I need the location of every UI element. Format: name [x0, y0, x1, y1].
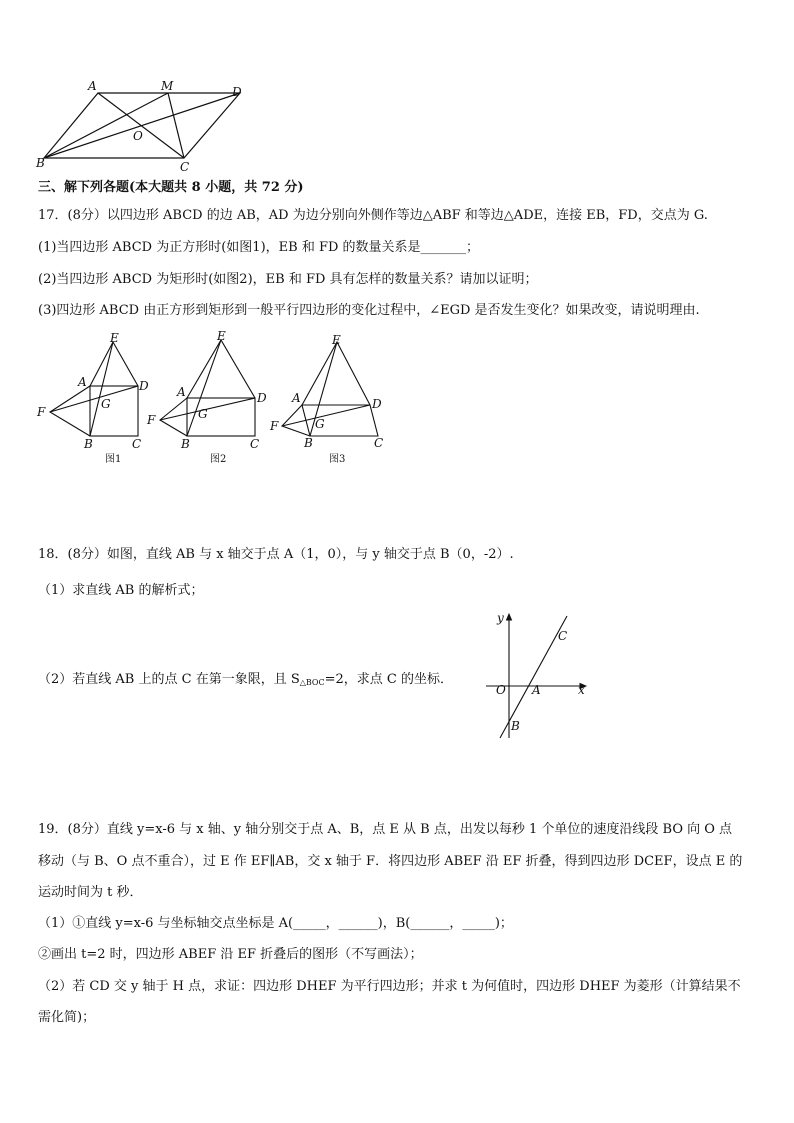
- fig3-label-f: F: [270, 419, 279, 433]
- fig3-label-g: G: [315, 417, 325, 431]
- q19-line3: 运动时间为 t 秒．: [38, 885, 143, 900]
- label-a: A: [88, 79, 97, 93]
- diagonal-bd: [44, 93, 240, 158]
- label-m: M: [161, 79, 174, 93]
- fig3-label-a: A: [292, 391, 301, 405]
- q17-part1: (1)当四边形 ABCD 为正方形时(如图1)，EB 和 FD 的数量关系是_______；: [38, 240, 480, 255]
- fig1-label-d: D: [139, 379, 149, 393]
- axis-label-y: y: [497, 611, 504, 625]
- q19-line1: 19．(8分）直线 y=x-6 与 x 轴、y 轴分别交于点 A、B，点 E 从 B 点，出发以每秒 1 个单位的速度沿线段 BO 向 O 点: [38, 822, 733, 837]
- q18-coordinate-graph: [480, 606, 592, 746]
- q18-part2: [38, 670, 453, 693]
- q18-stem: 18．(8分）如图，直线 AB 与 x 轴交于点 A（1，0），与 y 轴交于点 B（0，-2）.: [38, 547, 514, 562]
- section-heading: 三、解下列各题(本大题共 8 小题，共 72 分): [38, 180, 304, 195]
- fig1-label-g: G: [101, 397, 111, 411]
- fig2-label-d: D: [257, 391, 267, 405]
- q19-part3-line1: （2）若 CD 交 y 轴于 H 点，求证：四边形 DHEF 为平行四边形；并求 t 为何值时，四边形 DHEF 为菱形（计算结果不: [38, 979, 741, 994]
- q17-stem: 17．(8分）以四边形 ABCD 的边 AB，AD 为边分别向外侧作等边△ABF 和等边△ADE，连接 EB，FD，交点为 G.: [38, 208, 708, 223]
- q17-part2: (2)当四边形 ABCD 为矩形时(如图2)，EB 和 FD 具有怎样的数量关系？请加以证明；: [38, 272, 538, 287]
- fig1-label-e: E: [110, 331, 119, 345]
- q18-part2-text: （2）若直线 AB 上的点 C 在第一象限，且 S: [38, 672, 300, 687]
- fig2-label-g: G: [198, 407, 208, 421]
- q17-part3: (3)四边形 ABCD 由正方形到矩形到一般平行四边形的变化过程中，∠EGD 是否发生变化？如果改变，请说明理由.: [38, 303, 700, 318]
- fig1-label-a: A: [78, 375, 87, 389]
- fig3-label-c: C: [374, 436, 384, 450]
- fig3-caption: 图3: [329, 454, 346, 465]
- fig2-label-a: A: [177, 385, 186, 399]
- fig1-label-f: F: [37, 405, 46, 419]
- fig1-label-c: C: [132, 437, 142, 451]
- fig2-label-f: F: [147, 413, 156, 427]
- fig3-label-e: E: [332, 333, 341, 347]
- parallelogram-figure: [30, 76, 260, 174]
- origin-label: O: [496, 683, 506, 697]
- label-d: D: [232, 85, 242, 99]
- segment-mb: [44, 93, 168, 158]
- fig2-caption: 图2: [210, 454, 227, 465]
- q19-part1: （1）①直线 y=x-6 与坐标轴交点坐标是 A(_____，______)，B(______，_____)；: [38, 916, 513, 931]
- q17-figure-1: [34, 330, 154, 468]
- fig1-label-b: B: [84, 437, 93, 451]
- fig3-label-d: D: [372, 397, 382, 411]
- q18-part2-tail: =2，求点 C 的坐标．: [324, 672, 453, 687]
- q17-figure-3: [268, 330, 392, 468]
- q19-line2: 移动（与 B、O 点不重合），过 E 作 EF∥AB，交 x 轴于 F．将四边形 ABEF 沿 EF 折叠，得到四边形 DCEF，设点 E 的: [38, 854, 743, 869]
- q18-part1: （1）求直线 AB 的解析式；: [38, 583, 204, 598]
- q18-area-subscript: △BOC: [299, 678, 325, 687]
- point-label-b: B: [511, 719, 520, 733]
- fig2-label-e: E: [217, 330, 226, 343]
- point-label-c: C: [558, 629, 568, 643]
- fig3-label-b: B: [304, 436, 313, 450]
- point-label-a: A: [532, 683, 541, 697]
- fig2-label-b: B: [181, 437, 190, 451]
- label-o: O: [133, 129, 143, 143]
- fig2-label-c: C: [250, 437, 260, 451]
- q19-part3-line2: 需化简)；: [38, 1010, 96, 1025]
- label-c: C: [180, 160, 190, 174]
- q19-part2: ②画出 t=2 时，四边形 ABEF 沿 EF 折叠后的图形（不写画法）；: [38, 947, 423, 962]
- q17-figure-2: [144, 330, 274, 468]
- axis-label-x: x: [578, 683, 585, 697]
- label-b: B: [36, 156, 45, 170]
- fig1-caption: 图1: [105, 454, 122, 465]
